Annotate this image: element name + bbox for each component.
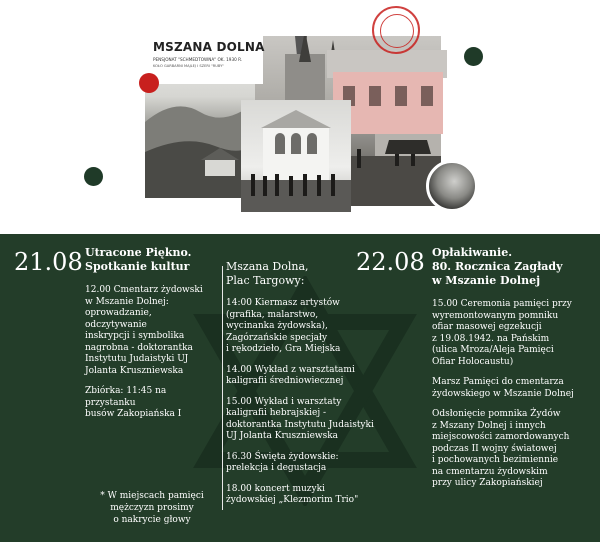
green-dot-decoration — [84, 167, 103, 186]
day-one-column — [85, 246, 213, 421]
place-title: MSZANA DOLNA — [153, 40, 265, 54]
event-item: 15.00 Wykład i warsztaty kaligrafii hebrajskiej - doktorantka Instytutu Judaistyki UJ Jolanta Kruszniewska — [226, 396, 374, 441]
event-item: 16.30 Święta żydowskie: prelekcja i degustacja — [226, 451, 339, 473]
photo-caption-line1: PENSJONAT "SCHMEDTOWNA" OK. 1930 R. — [153, 57, 243, 62]
march-text: Marsz Pamięci do cmentarza żydowskiego w Mszanie Dolnej — [432, 377, 574, 399]
photo-collage-header — [0, 0, 600, 234]
portrait-photo-circle — [426, 160, 478, 212]
day-two-column — [432, 246, 594, 490]
event-item: 14:00 Kiermasz artystów (grafika, malarstwo, wycinanka żydowska), Zagórzańskie specjały i rękodzieło, Gra Miejska — [226, 298, 341, 354]
red-dot-decoration — [139, 73, 159, 93]
market-square-column — [226, 260, 376, 507]
event-item: 18.00 koncert muzyki żydowskiej „Klezmorim Trio" — [226, 483, 359, 505]
cemetery-tour-text: 12.00 Cmentarz żydowski w Mszanie Dolnej: oprowadzanie, odczytywanie inskrypcji i symbolika nagrobna - doktorantka Instytutu Judaistyki UJ Jolanta Kruszniewska — [85, 285, 203, 376]
green-dot-decoration — [464, 47, 483, 66]
photo-caption-line2: KOŁO GARBARNI MAJLEJ I SZERI "RUBY" — [153, 64, 224, 68]
title-card — [145, 14, 263, 84]
program-panel — [0, 234, 600, 542]
synagogue-photo — [241, 100, 351, 212]
event-item: 14.00 Wykład z warsztatami kaligrafii średniowiecznej — [226, 364, 355, 386]
day-one-heading: Utracone Piękno. Spotkanie kultur — [85, 246, 192, 273]
day-two-heading: Opłakiwanie. 80. Rocznica Zagłady w Mszanie Dolnej — [432, 246, 563, 287]
postal-stamp-graphic — [372, 6, 420, 54]
meeting-point-text: Zbiórka: 11:45 na przystanku busów Zakopiańska I — [85, 386, 182, 419]
column-divider — [222, 266, 223, 510]
location-label: Mszana Dolna, Plac Targowy: — [226, 260, 309, 287]
head-covering-footnote: * W miejscach pamięci mężczyzn prosimy o nakrycie głowy — [100, 491, 204, 525]
date-day-one: 21.08 — [14, 248, 83, 276]
date-day-two: 22.08 — [356, 248, 425, 276]
ceremony-text: 15.00 Ceremonia pamięci przy wyremontowanym pomniku ofiar masowej egzekucji z 19.08.1942. na Pańskim (ulica Mroza/Aleja Pamięci Ofiar Holocaustu) — [432, 299, 572, 367]
monument-unveiling-text: Odsłonięcie pomnika Żydów z Mszany Dolnej i innych miejscowości zamordowanych podczas II wojny światowej i pochowanych bezimiennie na cmentarzu żydowskim przy ulicy Zakopiańskiej — [432, 409, 570, 488]
